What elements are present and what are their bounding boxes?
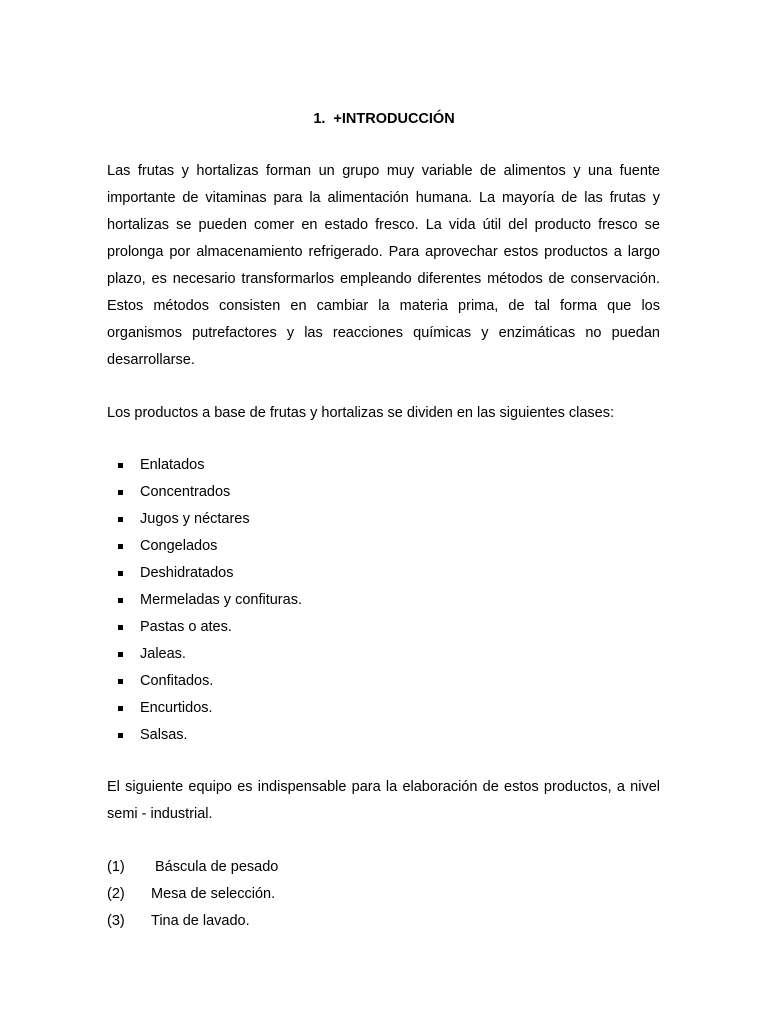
list-item-label: Enlatados: [140, 457, 205, 473]
square-bullet-icon: [118, 706, 123, 711]
square-bullet-icon: [118, 571, 123, 576]
square-bullet-icon: [118, 544, 123, 549]
list-item-label: Concentrados: [140, 484, 231, 500]
list-item: [107, 641, 660, 668]
equipment-item: [107, 881, 660, 908]
list-item: [107, 722, 660, 749]
list-item: [107, 533, 660, 560]
square-bullet-icon: [118, 652, 123, 657]
section-heading: [0, 109, 768, 129]
equipment-label: Báscula de pesado: [155, 859, 279, 875]
square-bullet-icon: [118, 517, 123, 522]
square-bullet-icon: [118, 679, 123, 684]
equipment-label: Tina de lavado.: [151, 913, 250, 929]
list-item: [107, 560, 660, 587]
list-item: [107, 479, 660, 506]
classes-intro-paragraph: Los productos a base de frutas y hortalizas se dividen en las siguientes clases:: [107, 405, 614, 421]
list-item-label: Confitados.: [140, 673, 214, 689]
section-title: +INTRODUCCIÓN: [333, 111, 455, 127]
square-bullet-icon: [118, 625, 123, 630]
list-item-label: Encurtidos.: [140, 700, 213, 716]
list-item: [107, 668, 660, 695]
equipment-number: (2): [107, 886, 125, 902]
list-item-label: Mermeladas y confituras.: [140, 592, 302, 608]
list-item-label: Deshidratados: [140, 565, 234, 581]
square-bullet-icon: [118, 733, 123, 738]
equipment-number: (1): [107, 859, 125, 875]
list-item-label: Jaleas.: [140, 646, 186, 662]
equipment-number: (3): [107, 913, 125, 929]
list-item-label: Pastas o ates.: [140, 619, 232, 635]
list-item: [107, 695, 660, 722]
square-bullet-icon: [118, 490, 123, 495]
list-item-label: Jugos y néctares: [140, 511, 250, 527]
equipment-intro-paragraph: El siguiente equipo es indispensable para la elaboración de estos productos, a nivel semi - industrial.: [107, 779, 660, 822]
equipment-list: [107, 854, 660, 935]
list-item: [107, 614, 660, 641]
square-bullet-icon: [118, 598, 123, 603]
list-item: [107, 587, 660, 614]
equipment-item: [107, 854, 660, 881]
intro-paragraph: Las frutas y hortalizas forman un grupo muy variable de alimentos y una fuente importante de vitaminas para la alimentación humana. La mayoría de las frutas y hortalizas se pueden comer en estado fresco. La vida útil del producto fresco se prolonga por almacenamiento refrigerado. Para aprovechar estos productos a largo plazo, es necesario transformarlos empleando diferentes métodos de conservación. Estos métodos consisten en cambiar la materia prima, de tal forma que los organismos putrefactores y las reacciones químicas y enzimáticas no puedan desarrollarse.: [107, 163, 660, 368]
square-bullet-icon: [118, 463, 123, 468]
equipment-label: Mesa de selección.: [151, 886, 276, 902]
list-item: [107, 452, 660, 479]
list-item-label: Congelados: [140, 538, 218, 554]
equipment-item: [107, 908, 660, 935]
list-item-label: Salsas.: [140, 727, 188, 743]
section-number: 1.: [313, 111, 326, 127]
product-classes-list: [107, 452, 660, 749]
list-item: [107, 506, 660, 533]
